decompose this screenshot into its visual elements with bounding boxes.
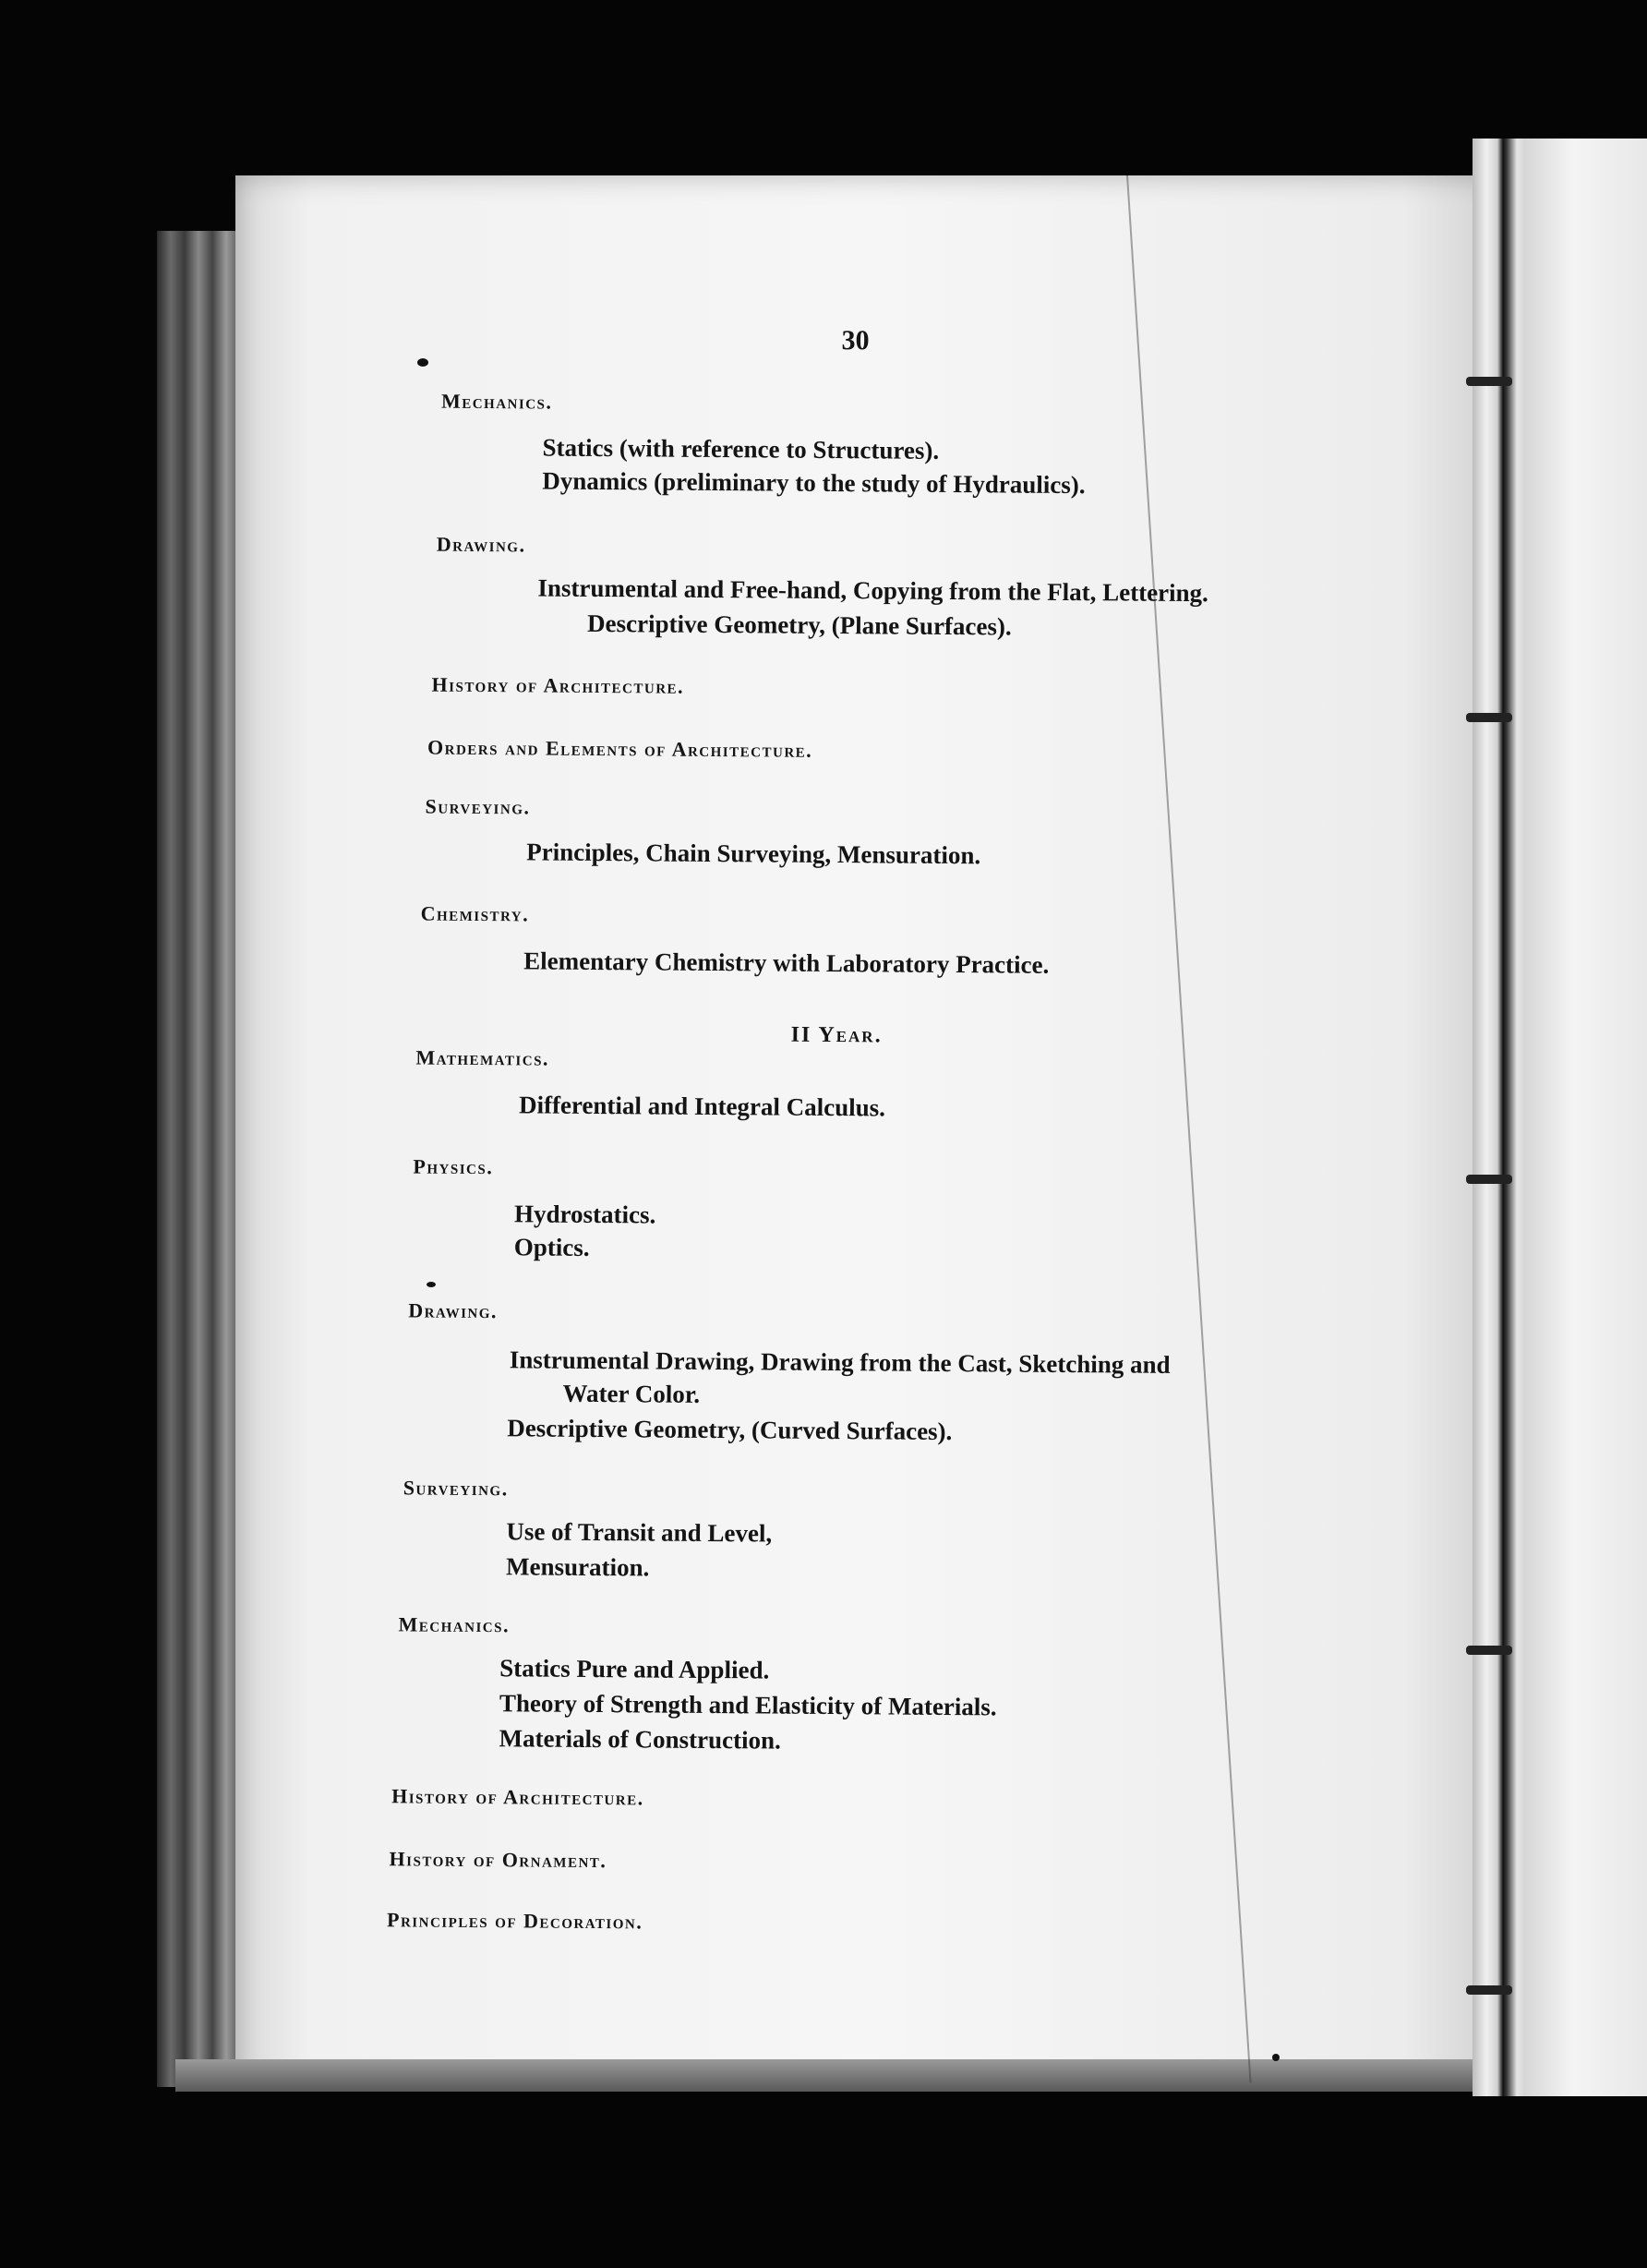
section-heading: Drawing. [408, 1298, 499, 1323]
course-line: Dynamics (preliminary to the study of Hydraulics). [542, 466, 1086, 500]
course-line: Instrumental and Free-hand, Copying from the Flat, Lettering. [537, 573, 1208, 608]
course-line: Mensuration. [505, 1552, 650, 1582]
section-heading: History of Ornament. [389, 1847, 607, 1873]
section-heading: Mechanics. [440, 389, 553, 414]
section-heading: Mathematics. [415, 1045, 550, 1070]
year-title: II Year. [790, 1022, 883, 1048]
section-heading: Physics. [413, 1154, 494, 1179]
section-heading: Surveying. [403, 1476, 509, 1501]
course-line: Hydrostatics. [513, 1200, 656, 1229]
course-line: Instrumental Drawing, Drawing from the Cast, Sketching and [509, 1345, 1171, 1379]
section-heading: Principles of Decoration. [386, 1908, 643, 1934]
page-number: 30 [841, 325, 870, 356]
course-line: Statics Pure and Applied. [499, 1654, 770, 1684]
section-heading: Orders and Elements of Architecture. [427, 735, 813, 762]
course-line: Water Color. [562, 1379, 701, 1408]
course-line: Optics. [513, 1233, 590, 1261]
course-line: Statics (with reference to Structures). [542, 433, 940, 464]
section-heading: Mechanics. [398, 1612, 511, 1637]
section-heading: History of Architecture. [391, 1784, 644, 1810]
section-heading: Surveying. [425, 794, 531, 819]
course-line: Theory of Strength and Elasticity of Materials. [499, 1689, 997, 1721]
course-line: Principles, Chain Surveying, Mensuration. [526, 838, 981, 870]
course-line: Descriptive Geometry, (Curved Surfaces). [507, 1414, 953, 1446]
section-heading: History of Architecture. [431, 672, 685, 698]
course-line: Use of Transit and Level, [506, 1517, 773, 1548]
course-line: Materials of Construction. [499, 1724, 781, 1755]
section-heading: Drawing. [436, 532, 526, 557]
course-line: Elementary Chemistry with Laboratory Practice. [523, 947, 1050, 979]
course-line: Descriptive Geometry, (Plane Surfaces). [586, 609, 1012, 641]
section-heading: Chemistry. [420, 901, 530, 926]
course-line: Differential and Integral Calculus. [518, 1091, 886, 1122]
